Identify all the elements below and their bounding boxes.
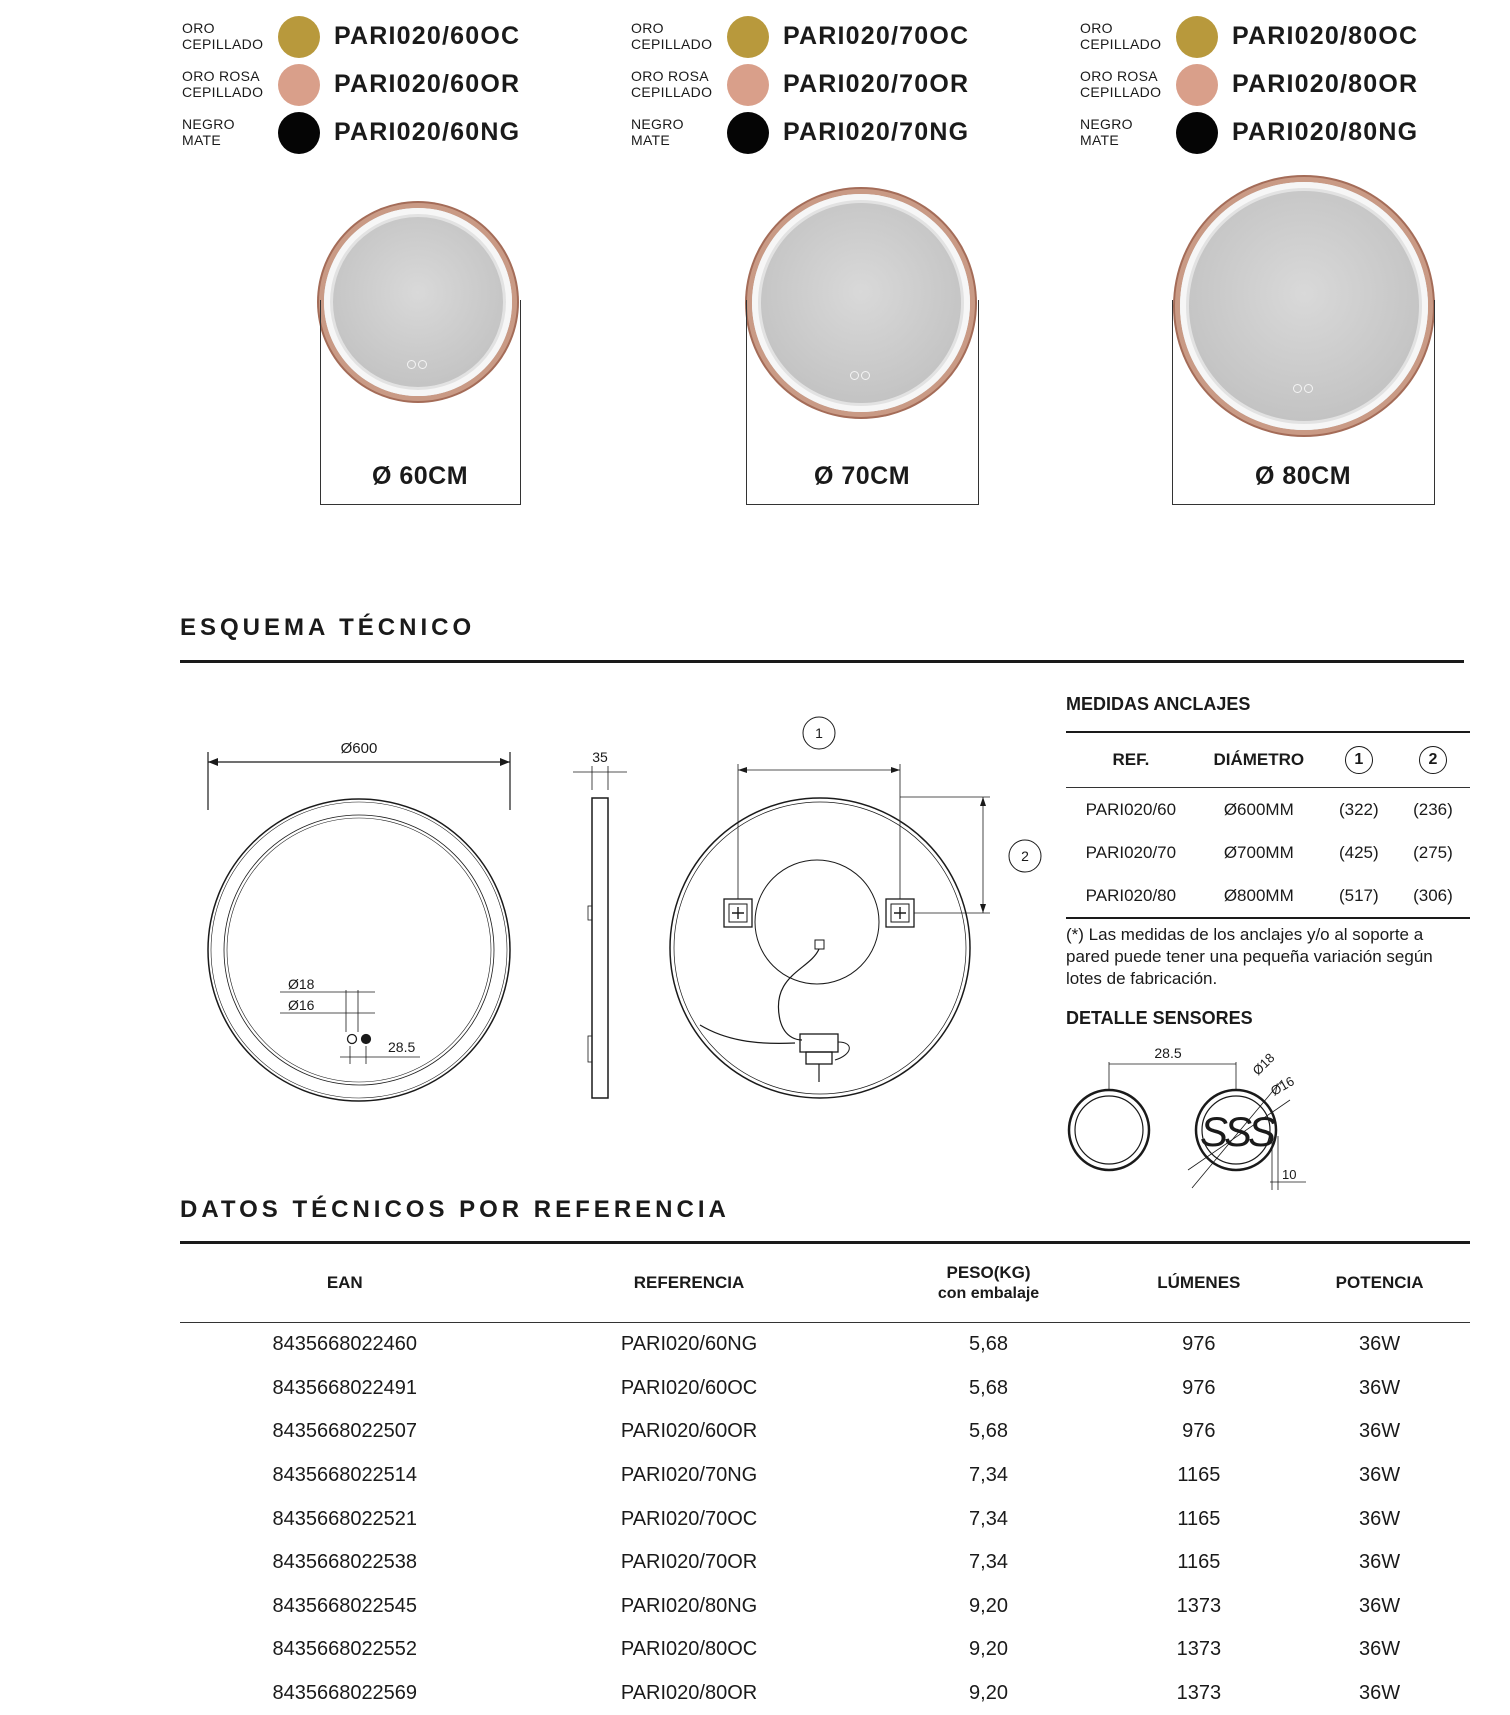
anchors-cell-v2: (306) bbox=[1396, 874, 1470, 918]
cell-power: 36W bbox=[1359, 1551, 1401, 1574]
cell-weight: 5,68 bbox=[969, 1420, 1008, 1443]
finish-label-line2: MATE bbox=[1080, 132, 1120, 148]
finish-label bbox=[1080, 68, 1180, 100]
anchors-cell-diameter: Ø600MM bbox=[1223, 799, 1294, 819]
cell-weight: 7,34 bbox=[969, 1464, 1008, 1487]
anchors-header-diameter: DIÁMETRO bbox=[1196, 732, 1322, 788]
header-weight bbox=[869, 1243, 1109, 1323]
cell-ean: 8435668022545 bbox=[272, 1594, 418, 1617]
schema-rule bbox=[180, 660, 1464, 663]
swatch-row bbox=[631, 62, 1011, 110]
color-swatch bbox=[278, 64, 320, 106]
technical-data-table bbox=[180, 1241, 1470, 1715]
cell-power: 36W bbox=[1359, 1507, 1401, 1530]
color-swatch bbox=[278, 112, 320, 154]
cell-lumens: 1373 bbox=[1176, 1594, 1222, 1617]
finish-label-line1: ORO ROSA bbox=[631, 68, 709, 84]
swatch-row bbox=[1080, 62, 1460, 110]
table-row bbox=[180, 1585, 1470, 1629]
mirror-image-80 bbox=[1180, 182, 1428, 430]
cell-ref: PARI020/80OC bbox=[620, 1638, 758, 1661]
data-table-title: DATOS TÉCNICOS POR REFERENCIA bbox=[180, 1196, 730, 1223]
anchors-row bbox=[1066, 874, 1470, 918]
swatch-group-1 bbox=[631, 14, 1011, 158]
finish-label-line1: ORO ROSA bbox=[182, 68, 260, 84]
anchors-row bbox=[1066, 831, 1470, 874]
side-depth-label: 35 bbox=[592, 749, 608, 765]
sensor-glyph: SSS bbox=[1199, 1108, 1273, 1155]
header-weight-line2: con embalaje bbox=[937, 1284, 1040, 1302]
finish-label-line2: CEPILLADO bbox=[182, 36, 264, 52]
cell-weight: 5,68 bbox=[969, 1333, 1008, 1356]
finish-label-line1: ORO bbox=[1080, 20, 1113, 36]
table-row bbox=[180, 1541, 1470, 1585]
front-diameter-label: Ø600 bbox=[340, 740, 378, 757]
anchors-cell-v1: (322) bbox=[1338, 799, 1379, 819]
cell-power: 36W bbox=[1359, 1638, 1401, 1661]
cell-lumens: 1373 bbox=[1176, 1682, 1222, 1705]
finish-label bbox=[182, 116, 282, 148]
cell-ref: PARI020/60OR bbox=[620, 1420, 758, 1443]
back-marker-2: 2 bbox=[1021, 848, 1029, 864]
cell-lumens: 1165 bbox=[1177, 1551, 1221, 1574]
anchors-cell-v1: (517) bbox=[1322, 874, 1396, 918]
color-swatch bbox=[1176, 16, 1218, 58]
header-power: POTENCIA bbox=[1289, 1243, 1470, 1323]
diameter-label-80: Ø 80CM bbox=[1254, 462, 1352, 490]
sensor-detail-spacing: 28.5 bbox=[1154, 1045, 1182, 1061]
cell-power: 36W bbox=[1359, 1594, 1401, 1617]
touch-sensor-icons bbox=[849, 367, 873, 377]
cell-ref: PARI020/70OR bbox=[620, 1551, 758, 1574]
anchors-header-col2 bbox=[1396, 732, 1470, 788]
swatch-row bbox=[182, 110, 562, 158]
technical-drawing bbox=[180, 700, 1060, 1200]
cell-weight: 9,20 bbox=[969, 1638, 1008, 1661]
table-row bbox=[180, 1367, 1470, 1411]
cell-weight: 7,34 bbox=[969, 1551, 1008, 1574]
cell-ref: PARI020/60OC bbox=[620, 1376, 758, 1399]
color-swatch bbox=[727, 16, 769, 58]
color-swatch bbox=[1176, 112, 1218, 154]
cell-ean: 8435668022507 bbox=[272, 1420, 418, 1443]
sensor-detail-outer: Ø18 bbox=[1249, 1050, 1278, 1079]
swatch-row bbox=[182, 62, 562, 110]
cell-power: 36W bbox=[1359, 1333, 1401, 1356]
anchors-cell-ref: PARI020/70 bbox=[1085, 842, 1177, 862]
cell-ean: 8435668022491 bbox=[272, 1376, 418, 1399]
anchors-cell-ref: PARI020/80 bbox=[1066, 874, 1196, 918]
cell-power: 36W bbox=[1359, 1420, 1401, 1443]
circled-2-icon: 2 bbox=[1419, 746, 1447, 774]
cell-weight: 9,20 bbox=[969, 1682, 1008, 1705]
table-row bbox=[180, 1672, 1470, 1715]
finish-label bbox=[631, 20, 731, 52]
cell-lumens: 1165 bbox=[1177, 1464, 1221, 1487]
finish-label-line2: CEPILLADO bbox=[1080, 36, 1162, 52]
header-ref: REFERENCIA bbox=[510, 1243, 869, 1323]
finish-label-line2: CEPILLADO bbox=[1080, 84, 1162, 100]
cell-ref: PARI020/60NG bbox=[620, 1333, 758, 1356]
product-code: PARI020/60NG bbox=[334, 118, 521, 146]
swatch-group-2 bbox=[1080, 14, 1460, 158]
anchors-cell-v2: (236) bbox=[1413, 799, 1453, 819]
cell-ean: 8435668022514 bbox=[272, 1464, 418, 1487]
anchors-cell-v2: (275) bbox=[1413, 842, 1453, 862]
finish-label bbox=[1080, 116, 1180, 148]
cell-power: 36W bbox=[1359, 1376, 1401, 1399]
finish-label bbox=[182, 20, 282, 52]
sensor-outer-label: Ø18 bbox=[288, 976, 315, 992]
table-row bbox=[180, 1454, 1470, 1498]
color-swatch bbox=[727, 64, 769, 106]
cell-lumens: 976 bbox=[1182, 1333, 1216, 1356]
finish-label-line1: NEGRO bbox=[1080, 116, 1133, 132]
cell-ref: PARI020/70OC bbox=[620, 1507, 758, 1530]
back-view-drawing bbox=[670, 717, 1041, 1098]
finish-label-line2: CEPILLADO bbox=[631, 84, 713, 100]
product-code: PARI020/80OR bbox=[1232, 70, 1419, 98]
color-swatch bbox=[1176, 64, 1218, 106]
cell-weight: 9,20 bbox=[969, 1594, 1008, 1617]
circled-1-icon: 1 bbox=[1345, 746, 1373, 774]
finish-label bbox=[631, 116, 731, 148]
anchors-row bbox=[1066, 788, 1470, 832]
finish-label-line2: MATE bbox=[631, 132, 671, 148]
finish-label bbox=[631, 68, 731, 100]
swatch-row bbox=[1080, 110, 1460, 158]
cell-ref: PARI020/80OR bbox=[620, 1682, 758, 1705]
touch-sensor-icons bbox=[1292, 380, 1316, 390]
swatch-row bbox=[631, 14, 1011, 62]
swatch-group-0 bbox=[182, 14, 562, 158]
header-ean: EAN bbox=[180, 1243, 510, 1323]
finish-label-line1: ORO bbox=[182, 20, 215, 36]
product-code: PARI020/70OC bbox=[783, 22, 970, 50]
table-row bbox=[180, 1410, 1470, 1454]
header-weight-line1: PESO(KG) bbox=[946, 1262, 1031, 1282]
mirror-image-70 bbox=[752, 194, 970, 412]
cell-ean: 8435668022552 bbox=[272, 1638, 418, 1661]
anchors-cell-diameter: Ø700MM bbox=[1223, 842, 1294, 862]
finish-label-line2: CEPILLADO bbox=[631, 36, 713, 52]
sensor-spacing-label: 28.5 bbox=[388, 1039, 416, 1055]
cell-ean: 8435668022569 bbox=[272, 1682, 418, 1705]
diameter-label-60: Ø 60CM bbox=[371, 462, 469, 490]
finish-label-line1: NEGRO bbox=[631, 116, 684, 132]
anchors-note: (*) Las medidas de los anclajes y/o al soporte a pared puede tener una pequeña variación según lotes de fabricación. bbox=[1066, 925, 1433, 988]
anchors-cell-diameter: Ø800MM bbox=[1196, 874, 1322, 918]
anchors-title: MEDIDAS ANCLAJES bbox=[1066, 694, 1251, 714]
cell-ref: PARI020/70NG bbox=[620, 1464, 758, 1487]
back-marker-1: 1 bbox=[815, 725, 823, 741]
cell-lumens: 976 bbox=[1182, 1420, 1216, 1443]
cell-lumens: 976 bbox=[1182, 1376, 1216, 1399]
cell-ean: 8435668022521 bbox=[272, 1507, 418, 1530]
sensor-detail-inner: Ø16 bbox=[1268, 1073, 1297, 1099]
anchors-cell-ref: PARI020/60 bbox=[1085, 799, 1177, 819]
cell-power: 36W bbox=[1359, 1682, 1401, 1705]
cell-weight: 5,68 bbox=[969, 1376, 1008, 1399]
finish-label-line2: MATE bbox=[182, 132, 222, 148]
product-code: PARI020/70NG bbox=[783, 118, 970, 146]
front-view-drawing bbox=[208, 740, 510, 1101]
cell-lumens: 1165 bbox=[1177, 1507, 1221, 1530]
table-row bbox=[180, 1497, 1470, 1541]
swatch-row bbox=[631, 110, 1011, 158]
product-code: PARI020/60OR bbox=[334, 70, 521, 98]
anchors-table bbox=[1066, 731, 1470, 919]
sensor-inner-label: Ø16 bbox=[288, 997, 315, 1013]
color-swatch bbox=[727, 112, 769, 154]
touch-sensor-icons bbox=[406, 356, 430, 366]
cell-power: 36W bbox=[1359, 1464, 1401, 1487]
sensor-detail-drawing bbox=[1060, 1040, 1320, 1200]
diameter-label-70: Ø 70CM bbox=[813, 462, 911, 490]
product-code: PARI020/60OC bbox=[334, 22, 521, 50]
schema-title: ESQUEMA TÉCNICO bbox=[180, 614, 476, 641]
finish-label-line2: CEPILLADO bbox=[182, 84, 264, 100]
cell-lumens: 1373 bbox=[1176, 1638, 1222, 1661]
header-lumens: LÚMENES bbox=[1108, 1243, 1289, 1323]
table-row bbox=[180, 1628, 1470, 1672]
swatch-row bbox=[182, 14, 562, 62]
color-swatch bbox=[278, 16, 320, 58]
cell-weight: 7,34 bbox=[969, 1507, 1008, 1530]
finish-label-line1: ORO bbox=[631, 20, 664, 36]
product-code: PARI020/80OC bbox=[1232, 22, 1419, 50]
cell-ean: 8435668022538 bbox=[272, 1551, 418, 1574]
anchors-header-ref: REF. bbox=[1066, 732, 1196, 788]
product-code: PARI020/70OR bbox=[783, 70, 970, 98]
finish-label-line1: ORO ROSA bbox=[1080, 68, 1158, 84]
finish-label-line1: NEGRO bbox=[182, 116, 235, 132]
sensor-detail-offset: 10 bbox=[1282, 1167, 1297, 1182]
table-row bbox=[180, 1323, 1470, 1367]
cell-ean: 8435668022460 bbox=[272, 1333, 418, 1356]
sensors-title: DETALLE SENSORES bbox=[1066, 1008, 1253, 1028]
side-view-drawing bbox=[573, 749, 627, 1098]
anchors-cell-v1: (425) bbox=[1338, 842, 1379, 862]
swatch-row bbox=[1080, 14, 1460, 62]
product-code: PARI020/80NG bbox=[1232, 118, 1419, 146]
cell-ref: PARI020/80NG bbox=[620, 1594, 758, 1617]
finish-label bbox=[182, 68, 282, 100]
finish-label bbox=[1080, 20, 1180, 52]
anchors-header-col1 bbox=[1322, 732, 1396, 788]
mirror-image-60 bbox=[324, 208, 512, 396]
